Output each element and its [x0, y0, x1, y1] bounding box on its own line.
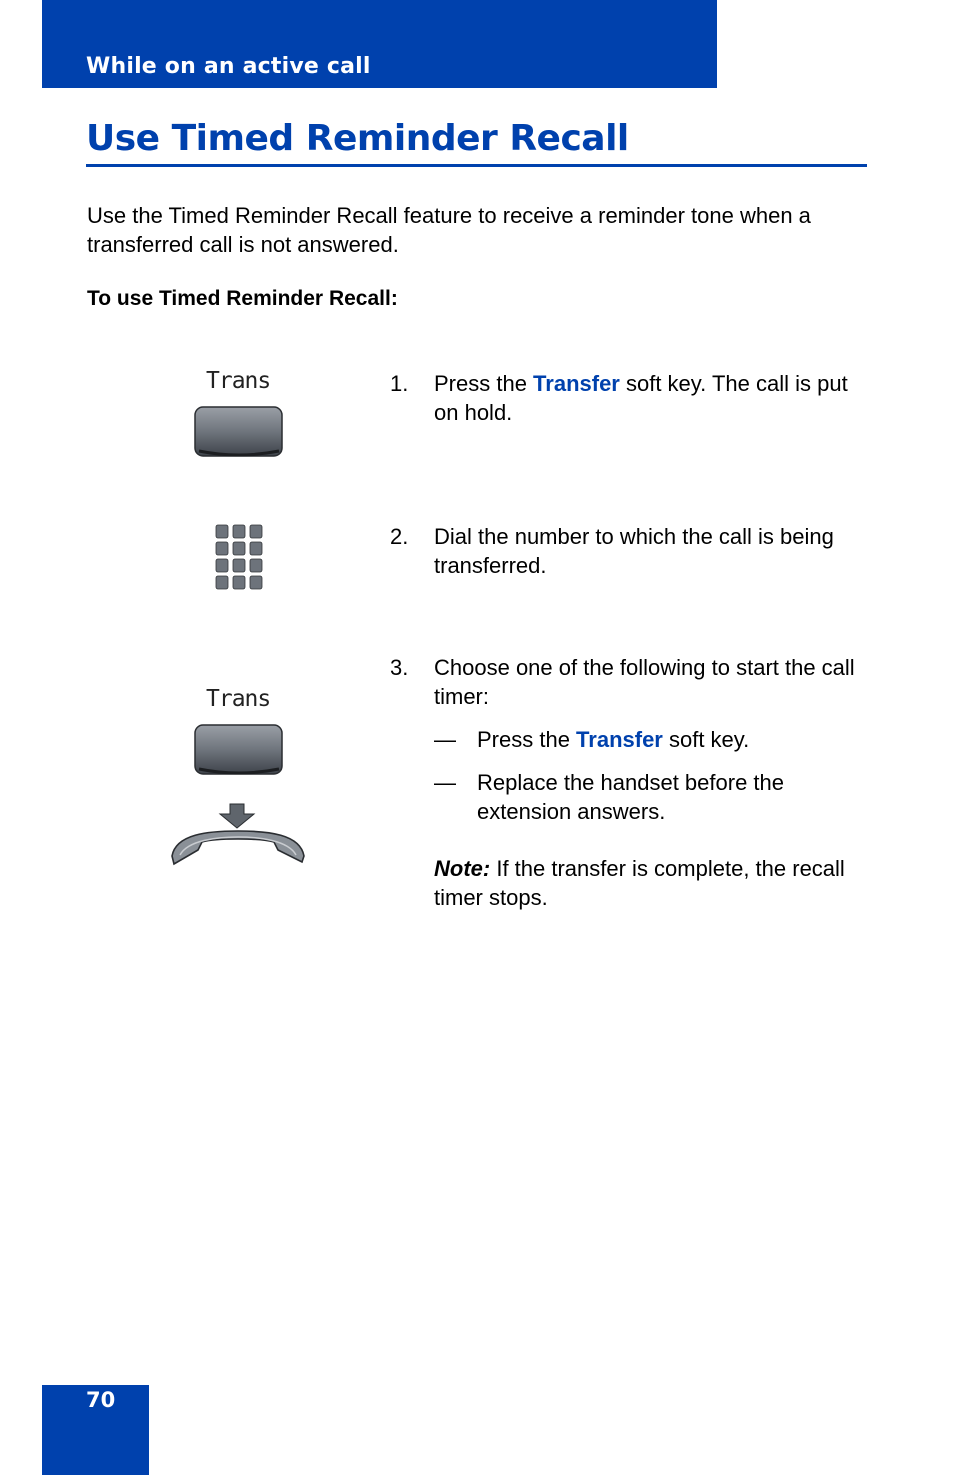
option-item [434, 768, 870, 826]
softkey-label: Trans [206, 368, 271, 394]
softkey-button-icon [193, 405, 285, 459]
note [434, 854, 870, 912]
step-2 [390, 522, 870, 580]
intro-paragraph: Use the Timed Reminder Recall feature to receive a reminder tone when a transferred call is not answered. [87, 203, 811, 257]
procedure-heading: To use Timed Reminder Recall: [87, 287, 398, 310]
step-1 [390, 369, 870, 427]
dialpad-icon [214, 523, 264, 591]
step-number: 2. [390, 524, 409, 549]
step-3 [390, 653, 870, 912]
option-item [434, 725, 870, 754]
step-text: Choose one of the following to start the call timer: [434, 655, 855, 709]
step-text: Dial the number to which the call is being transferred. [434, 524, 834, 578]
softkey-label: Trans [206, 686, 271, 712]
note-text: If the transfer is complete, the recall timer stops. [434, 856, 845, 910]
option-text: Replace the handset before the extension answers. [477, 770, 785, 824]
option-text: Press the [477, 727, 577, 752]
page-title: Use Timed Reminder Recall [86, 118, 629, 159]
step-text: Press the [434, 371, 534, 396]
option-dash: — [434, 770, 456, 795]
option-text: soft key. [662, 727, 750, 752]
section-header: While on an active call [86, 54, 371, 79]
step-number: 3. [390, 655, 409, 680]
softkey-button-icon [193, 723, 285, 777]
option-dash: — [434, 727, 456, 752]
step-text: soft key. The call is put on hold. [434, 371, 848, 425]
transfer-keyword: Transfer [576, 727, 663, 752]
handset-hangup-icon [168, 800, 308, 870]
step-number: 1. [390, 371, 409, 396]
transfer-keyword: Transfer [533, 371, 620, 396]
title-rule [86, 164, 867, 167]
note-label: Note: [434, 856, 491, 881]
page-number: 70 [86, 1388, 116, 1412]
